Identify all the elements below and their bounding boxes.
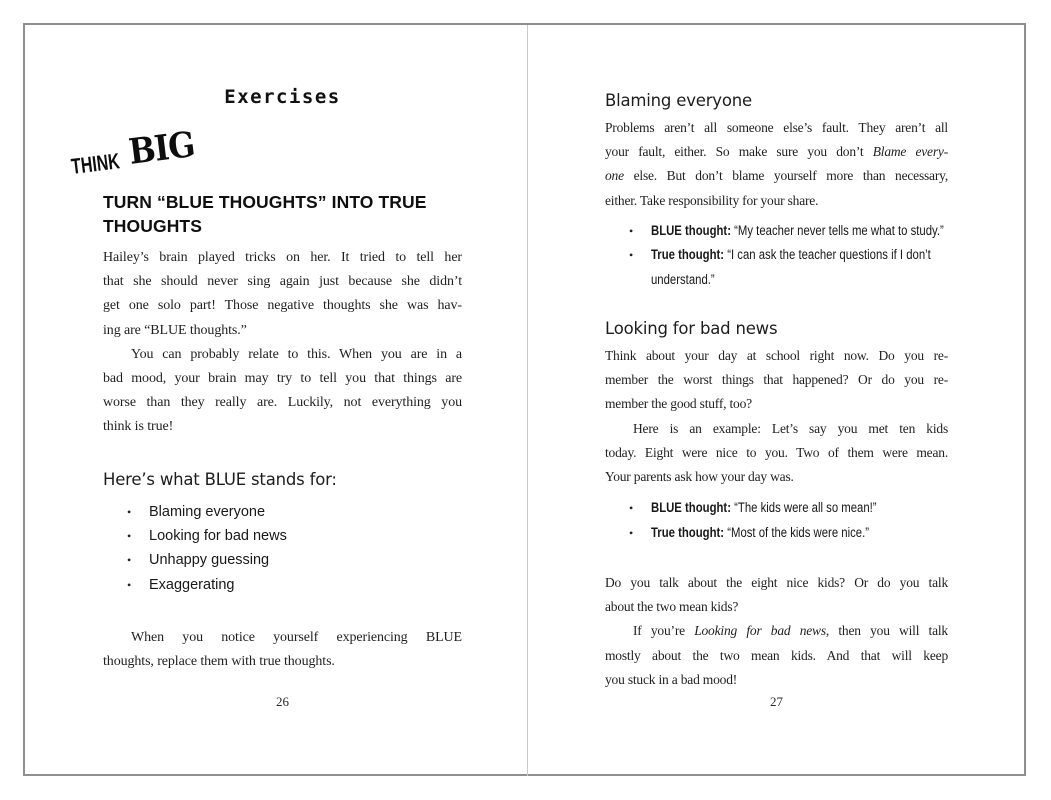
- chapter-title-line-1: TURN “BLUE THOUGHTS” INTO TRUE: [103, 192, 427, 212]
- list-item-label: Looking for bad news: [149, 528, 287, 545]
- chapter-title: [103, 190, 462, 238]
- section-title: Exercises: [224, 86, 341, 108]
- body-line: Problems aren’t all someone else’s fault. They aren’t all: [605, 120, 948, 135]
- thought-line: [651, 521, 869, 545]
- blue-acronym-list: [103, 500, 462, 598]
- heading-looking-for-bad-news: Looking for bad news: [605, 319, 778, 339]
- body-line: think is true!: [103, 419, 174, 435]
- list-item: [605, 243, 948, 292]
- thought-label: BLUE thought:: [651, 500, 731, 516]
- thought-line: [651, 243, 931, 267]
- bullet-icon: •: [629, 223, 634, 238]
- body-text: If you’re: [633, 623, 695, 639]
- body-line: mostly about the two mean kids. And that will keep: [605, 647, 948, 663]
- closing-paragraphs: [605, 571, 948, 692]
- thought-line: [651, 496, 877, 520]
- page-number: 26: [276, 694, 289, 709]
- list-item: [605, 219, 948, 243]
- body-line: ing are “BLUE thoughts.”: [103, 322, 247, 338]
- body-line: either. Take responsibility for your share.: [605, 192, 819, 208]
- chapter-title-line-2: THOUGHTS: [103, 216, 202, 236]
- body-text: your fault, either. So make sure you don’t: [605, 144, 873, 160]
- blaming-thought-list: [605, 219, 948, 292]
- bad-news-thought-list: [605, 496, 948, 545]
- body-line: member the worst things that happened? Or do you re-: [605, 372, 948, 388]
- body-line: [605, 140, 948, 164]
- body-line: worse than they really are. Luckily, not everything you: [103, 395, 462, 411]
- italic-text: Looking for bad news: [694, 623, 826, 639]
- bullet-icon: •: [127, 529, 132, 544]
- intro-paragraphs: [103, 246, 462, 440]
- italic-text: one: [605, 168, 624, 184]
- page-left: [23, 23, 527, 778]
- body-line: about the two mean kids?: [605, 599, 739, 615]
- body-line: Your parents ask how your day was.: [605, 469, 794, 485]
- list-item-label: Blaming everyone: [149, 503, 266, 520]
- list-item: [103, 500, 462, 524]
- think-big-logo-big: BIG: [126, 124, 197, 173]
- thought-label: True thought:: [651, 247, 725, 263]
- body-line: member the good stuff, too?: [605, 396, 752, 412]
- bullet-icon: •: [127, 504, 132, 519]
- bullet-icon: •: [127, 553, 132, 568]
- thought-label: True thought:: [651, 524, 725, 540]
- body-text: else. But don’t blame yourself more than necessary,: [623, 168, 948, 184]
- thought-line: [651, 219, 944, 243]
- list-item: [605, 496, 948, 520]
- italic-text: Blame every-: [872, 144, 948, 160]
- closing-paragraph: [103, 626, 462, 674]
- bad-news-paragraphs: [605, 344, 948, 489]
- heading-blaming-everyone: Blaming everyone: [605, 91, 752, 110]
- body-line: You can probably relate to this. When you are in a: [131, 346, 462, 362]
- think-big-logo: [67, 112, 204, 180]
- list-item: [103, 548, 462, 572]
- bullet-icon: •: [127, 577, 132, 592]
- blaming-paragraph: [605, 116, 948, 213]
- bullet-icon: •: [629, 248, 634, 263]
- list-item: [103, 524, 462, 548]
- bullet-icon: •: [629, 525, 634, 540]
- list-item-text: [651, 243, 948, 292]
- list-item-label: Exaggerating: [149, 576, 235, 593]
- body-line: today. Eight were nice to you. Two of them were mean.: [605, 444, 948, 460]
- body-line: When you notice yourself experiencing BLUE: [131, 630, 462, 646]
- body-text: , then you will talk: [825, 623, 948, 639]
- list-item-text: [651, 521, 911, 545]
- bullet-icon: •: [629, 501, 634, 516]
- body-line: [605, 164, 948, 188]
- body-line: bad mood, your brain may try to tell you that things are: [103, 371, 462, 387]
- thought-label: BLUE thought:: [651, 222, 731, 238]
- list-item-text: [651, 219, 948, 243]
- body-line: [605, 619, 948, 643]
- body-line: Here is an example: Let’s say you met ten kids: [633, 420, 948, 436]
- body-line: Do you talk about the eight nice kids? Or do you talk: [605, 575, 948, 591]
- thought-line-continued: understand.”: [651, 271, 715, 287]
- body-line: Think about your day at school right now. Do you re-: [605, 348, 948, 364]
- thought-quote: “I can ask the teacher questions if I don’t: [724, 247, 931, 263]
- list-item-label: Unhappy guessing: [149, 552, 270, 569]
- thought-quote: “My teacher never tells me what to study.”: [730, 222, 944, 238]
- body-line: you stuck in a bad mood!: [605, 671, 738, 687]
- body-line: get one solo part! Those negative thoughts she was hav-: [103, 298, 462, 314]
- subheading-blue-stands-for: Here’s what BLUE stands for:: [103, 469, 337, 489]
- page-number: 27: [770, 694, 783, 709]
- thought-quote: “The kids were all so mean!”: [730, 500, 877, 516]
- page-right: [527, 23, 1028, 778]
- think-big-logo-think: THINK: [69, 148, 121, 180]
- list-item: [605, 521, 948, 545]
- list-item: [103, 573, 462, 597]
- list-item-text: [651, 496, 920, 520]
- thought-quote: “Most of the kids were nice.”: [724, 524, 870, 540]
- body-line: thoughts, replace them with true thoughts.: [103, 654, 335, 670]
- body-line: that she should never sing again just because she didn’t: [103, 274, 462, 290]
- body-line: Hailey’s brain played tricks on her. It tried to tell her: [103, 250, 462, 265]
